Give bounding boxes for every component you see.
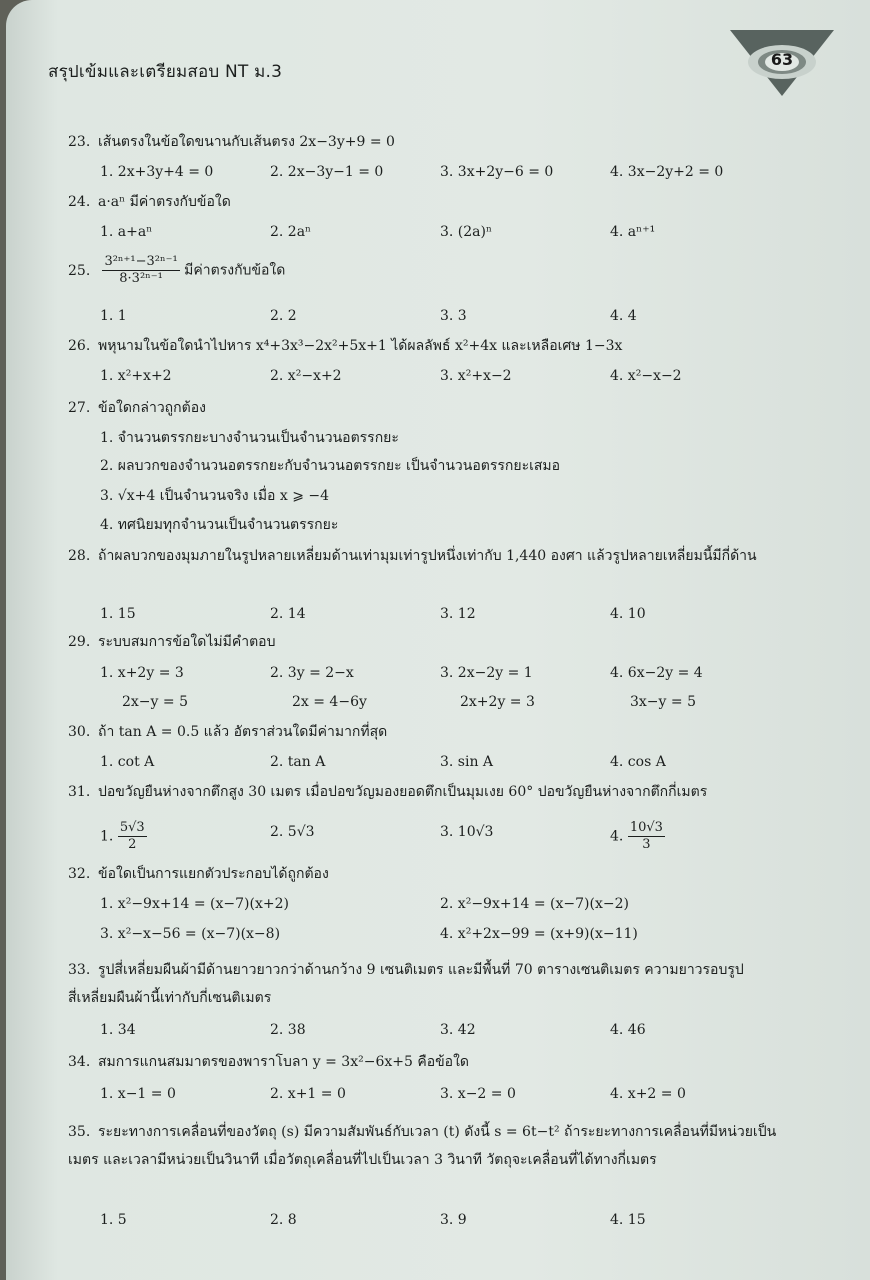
choice: 4. ทศนิยมทุกจำนวนเป็นจำนวนตรรกยะ: [100, 517, 339, 533]
running-header: สรุปเข้มและเตรียมสอบ NT ม.3: [48, 62, 283, 82]
choice: 3. sin A: [440, 754, 494, 770]
fraction-numerator: 3²ⁿ⁺¹−3²ⁿ⁻¹: [104, 254, 178, 269]
question-text: สมการแกนสมมาตรของพาราโบลา y = 3x²−6x+5 คือข้อใด: [98, 1054, 470, 1070]
choice: 4. 6x−2y = 4: [610, 665, 703, 681]
fraction: [102, 254, 179, 287]
fraction: [628, 820, 665, 853]
choice: 2. 8: [270, 1212, 297, 1228]
choice: 1. a+aⁿ: [100, 224, 153, 240]
choice: 3. x²−x−56 = (x−7)(x−8): [100, 926, 281, 942]
book-page: [6, 0, 870, 1280]
choice: [100, 820, 147, 853]
question-text: มีค่าตรงกับข้อใด: [184, 262, 286, 279]
choice: 2. 3y = 2−x: [270, 665, 354, 681]
choice: 4. 4: [610, 308, 637, 324]
choice: 3. 9: [440, 1212, 467, 1228]
choice: 2. 2x−3y−1 = 0: [270, 164, 384, 180]
question-26: [68, 336, 622, 356]
choice: 3. √x+4 เป็นจำนวนจริง เมื่อ x ⩾ −4: [100, 488, 330, 504]
choice: 2. 14: [270, 606, 306, 622]
question-29: [68, 632, 275, 652]
question-23: [68, 132, 395, 152]
choice: 1. 34: [100, 1022, 136, 1038]
choice: 2. 5√3: [270, 824, 315, 840]
question-number: 28.: [68, 548, 91, 564]
question-number: 24.: [68, 194, 91, 210]
question-number: 27.: [68, 400, 91, 416]
question-number: 29.: [68, 634, 91, 650]
question-text: เส้นตรงในข้อใดขนานกับเส้นตรง 2x−3y+9 = 0: [98, 134, 395, 150]
question-31: [68, 782, 707, 802]
choice-line2: 2x+2y = 3: [460, 694, 535, 710]
choice: 4. x²−x−2: [610, 368, 682, 384]
choice-number: 1.: [100, 828, 114, 845]
fraction: [118, 820, 147, 853]
question-number: 31.: [68, 784, 91, 800]
choice: [610, 820, 665, 853]
question-35: [68, 1118, 788, 1174]
choice: 4. 10: [610, 606, 646, 622]
choice: 3. 10√3: [440, 824, 494, 840]
choice: 1. 2x+3y+4 = 0: [100, 164, 214, 180]
question-text: ระบบสมการข้อใดไม่มีคำตอบ: [98, 634, 276, 650]
choice: 1. x−1 = 0: [100, 1086, 176, 1102]
question-24: [68, 192, 231, 212]
choice: 3. 3x+2y−6 = 0: [440, 164, 554, 180]
choice: 4. 15: [610, 1212, 646, 1228]
choice: 2. 2aⁿ: [270, 224, 312, 240]
choice-line2: 2x−y = 5: [122, 694, 188, 710]
choice-line2: 3x−y = 5: [630, 694, 696, 710]
choice: 4. aⁿ⁺¹: [610, 224, 656, 240]
question-number: 23.: [68, 134, 91, 150]
fraction-numerator: 5√3: [119, 820, 145, 835]
fraction-denominator: 2: [128, 837, 137, 852]
choice: 4. x²+2x−99 = (x+9)(x−11): [440, 926, 638, 942]
choice: 3. x−2 = 0: [440, 1086, 516, 1102]
page-number: 63: [770, 50, 794, 69]
question-number: 32.: [68, 866, 91, 882]
choice: 1. x²+x+2: [100, 368, 172, 384]
choice: 3. (2a)ⁿ: [440, 224, 493, 240]
question-27: [68, 398, 206, 418]
choice: 2. 2: [270, 308, 297, 324]
choice: 1. x²−9x+14 = (x−7)(x+2): [100, 896, 289, 912]
choice: 1. จำนวนตรรกยะบางจำนวนเป็นจำนวนอตรรกยะ: [100, 430, 399, 446]
choice: 1. x+2y = 3: [100, 665, 184, 681]
choice: 2. tan A: [270, 754, 326, 770]
choice: 4. 3x−2y+2 = 0: [610, 164, 724, 180]
question-number: 34.: [68, 1054, 91, 1070]
choice: 2. x²−9x+14 = (x−7)(x−2): [440, 896, 629, 912]
question-30: [68, 722, 387, 742]
choice: 4. 46: [610, 1022, 646, 1038]
question-number: 35.: [68, 1124, 91, 1140]
choice: 2. 38: [270, 1022, 306, 1038]
choice: 3. 2x−2y = 1: [440, 665, 533, 681]
question-text: ข้อใดกล่าวถูกต้อง: [98, 400, 206, 416]
choice: 2. x²−x+2: [270, 368, 342, 384]
choice: 3. x²+x−2: [440, 368, 512, 384]
choice: 4. x+2 = 0: [610, 1086, 686, 1102]
question-number: 26.: [68, 338, 91, 354]
question-text: ปอขวัญยืนห่างจากตึกสูง 30 เมตร เมื่อปอขวัญมองยอดตึกเป็นมุมเงย 60° ปอขวัญยืนห่างจากตึกกี่เมตร: [98, 784, 708, 800]
question-text: พหุนามในข้อใดนำไปหาร x⁴+3x³−2x²+5x+1 ได้ผลลัพธ์ x²+4x และเหลือเศษ 1−3x: [98, 338, 623, 354]
question-25: [68, 254, 285, 287]
choice: 2. x+1 = 0: [270, 1086, 346, 1102]
choice: 2. ผลบวกของจำนวนอตรรกยะกับจำนวนอตรรกยะ เป็นจำนวนอตรรกยะเสมอ: [100, 458, 561, 474]
choice: 3. 12: [440, 606, 476, 622]
question-text: a·aⁿ มีค่าตรงกับข้อใด: [98, 194, 231, 210]
question-32: [68, 864, 329, 884]
question-text: ถ้า tan A = 0.5 แล้ว อัตราส่วนใดมีค่ามากที่สุด: [98, 724, 388, 740]
choice: 1. 15: [100, 606, 136, 622]
question-text: รูปสี่เหลี่ยมผืนผ้ามีด้านยาวยาวกว่าด้านกว้าง 9 เซนติเมตร และมีพื้นที่ 70 ตารางเซนติเมตร ความยาวรอบรูปสี่เหลี่ยมผืนผ้านี้เท่ากับกี่เซนติเมตร: [68, 962, 744, 1006]
question-number: 33.: [68, 962, 91, 978]
choice: 3. 3: [440, 308, 467, 324]
question-34: [68, 1052, 469, 1072]
question-33: [68, 956, 788, 1012]
choice: 1. cot A: [100, 754, 155, 770]
fraction-numerator: 10√3: [629, 820, 663, 835]
question-text: ข้อใดเป็นการแยกตัวประกอบได้ถูกต้อง: [98, 866, 329, 882]
question-number: 30.: [68, 724, 91, 740]
choice: 1. 5: [100, 1212, 127, 1228]
choice: 4. cos A: [610, 754, 666, 770]
fraction-denominator: 3: [642, 837, 651, 852]
question-text: ถ้าผลบวกของมุมภายในรูปหลายเหลี่ยมด้านเท่ามุมเท่ารูปหนึ่งเท่ากับ 1,440 องศา แล้วรูปหลายเหลี่ยมนี้มีกี่ด้าน: [98, 548, 757, 564]
choice-number: 4.: [610, 828, 624, 845]
fraction-denominator: 8·3²ⁿ⁻¹: [119, 271, 163, 286]
choice-line2: 2x = 4−6y: [292, 694, 367, 710]
question-number: 25.: [68, 262, 91, 279]
question-text: ระยะทางการเคลื่อนที่ของวัตถุ (s) มีความสัมพันธ์กับเวลา (t) ดังนี้ s = 6t−t² ถ้าระยะทางการเคลื่อนที่มีหน่วยเป็นเมตร และเวลามีหน่วยเป็นวินาที เมื่อวัตถุเคลื่อนที่ไปเป็นเวลา 3 วินาที วัตถุจะเคลื่อนที่ได้ทางกี่เมตร: [68, 1124, 777, 1168]
choice: 3. 42: [440, 1022, 476, 1038]
question-28: [68, 542, 788, 570]
choice: 1. 1: [100, 308, 127, 324]
